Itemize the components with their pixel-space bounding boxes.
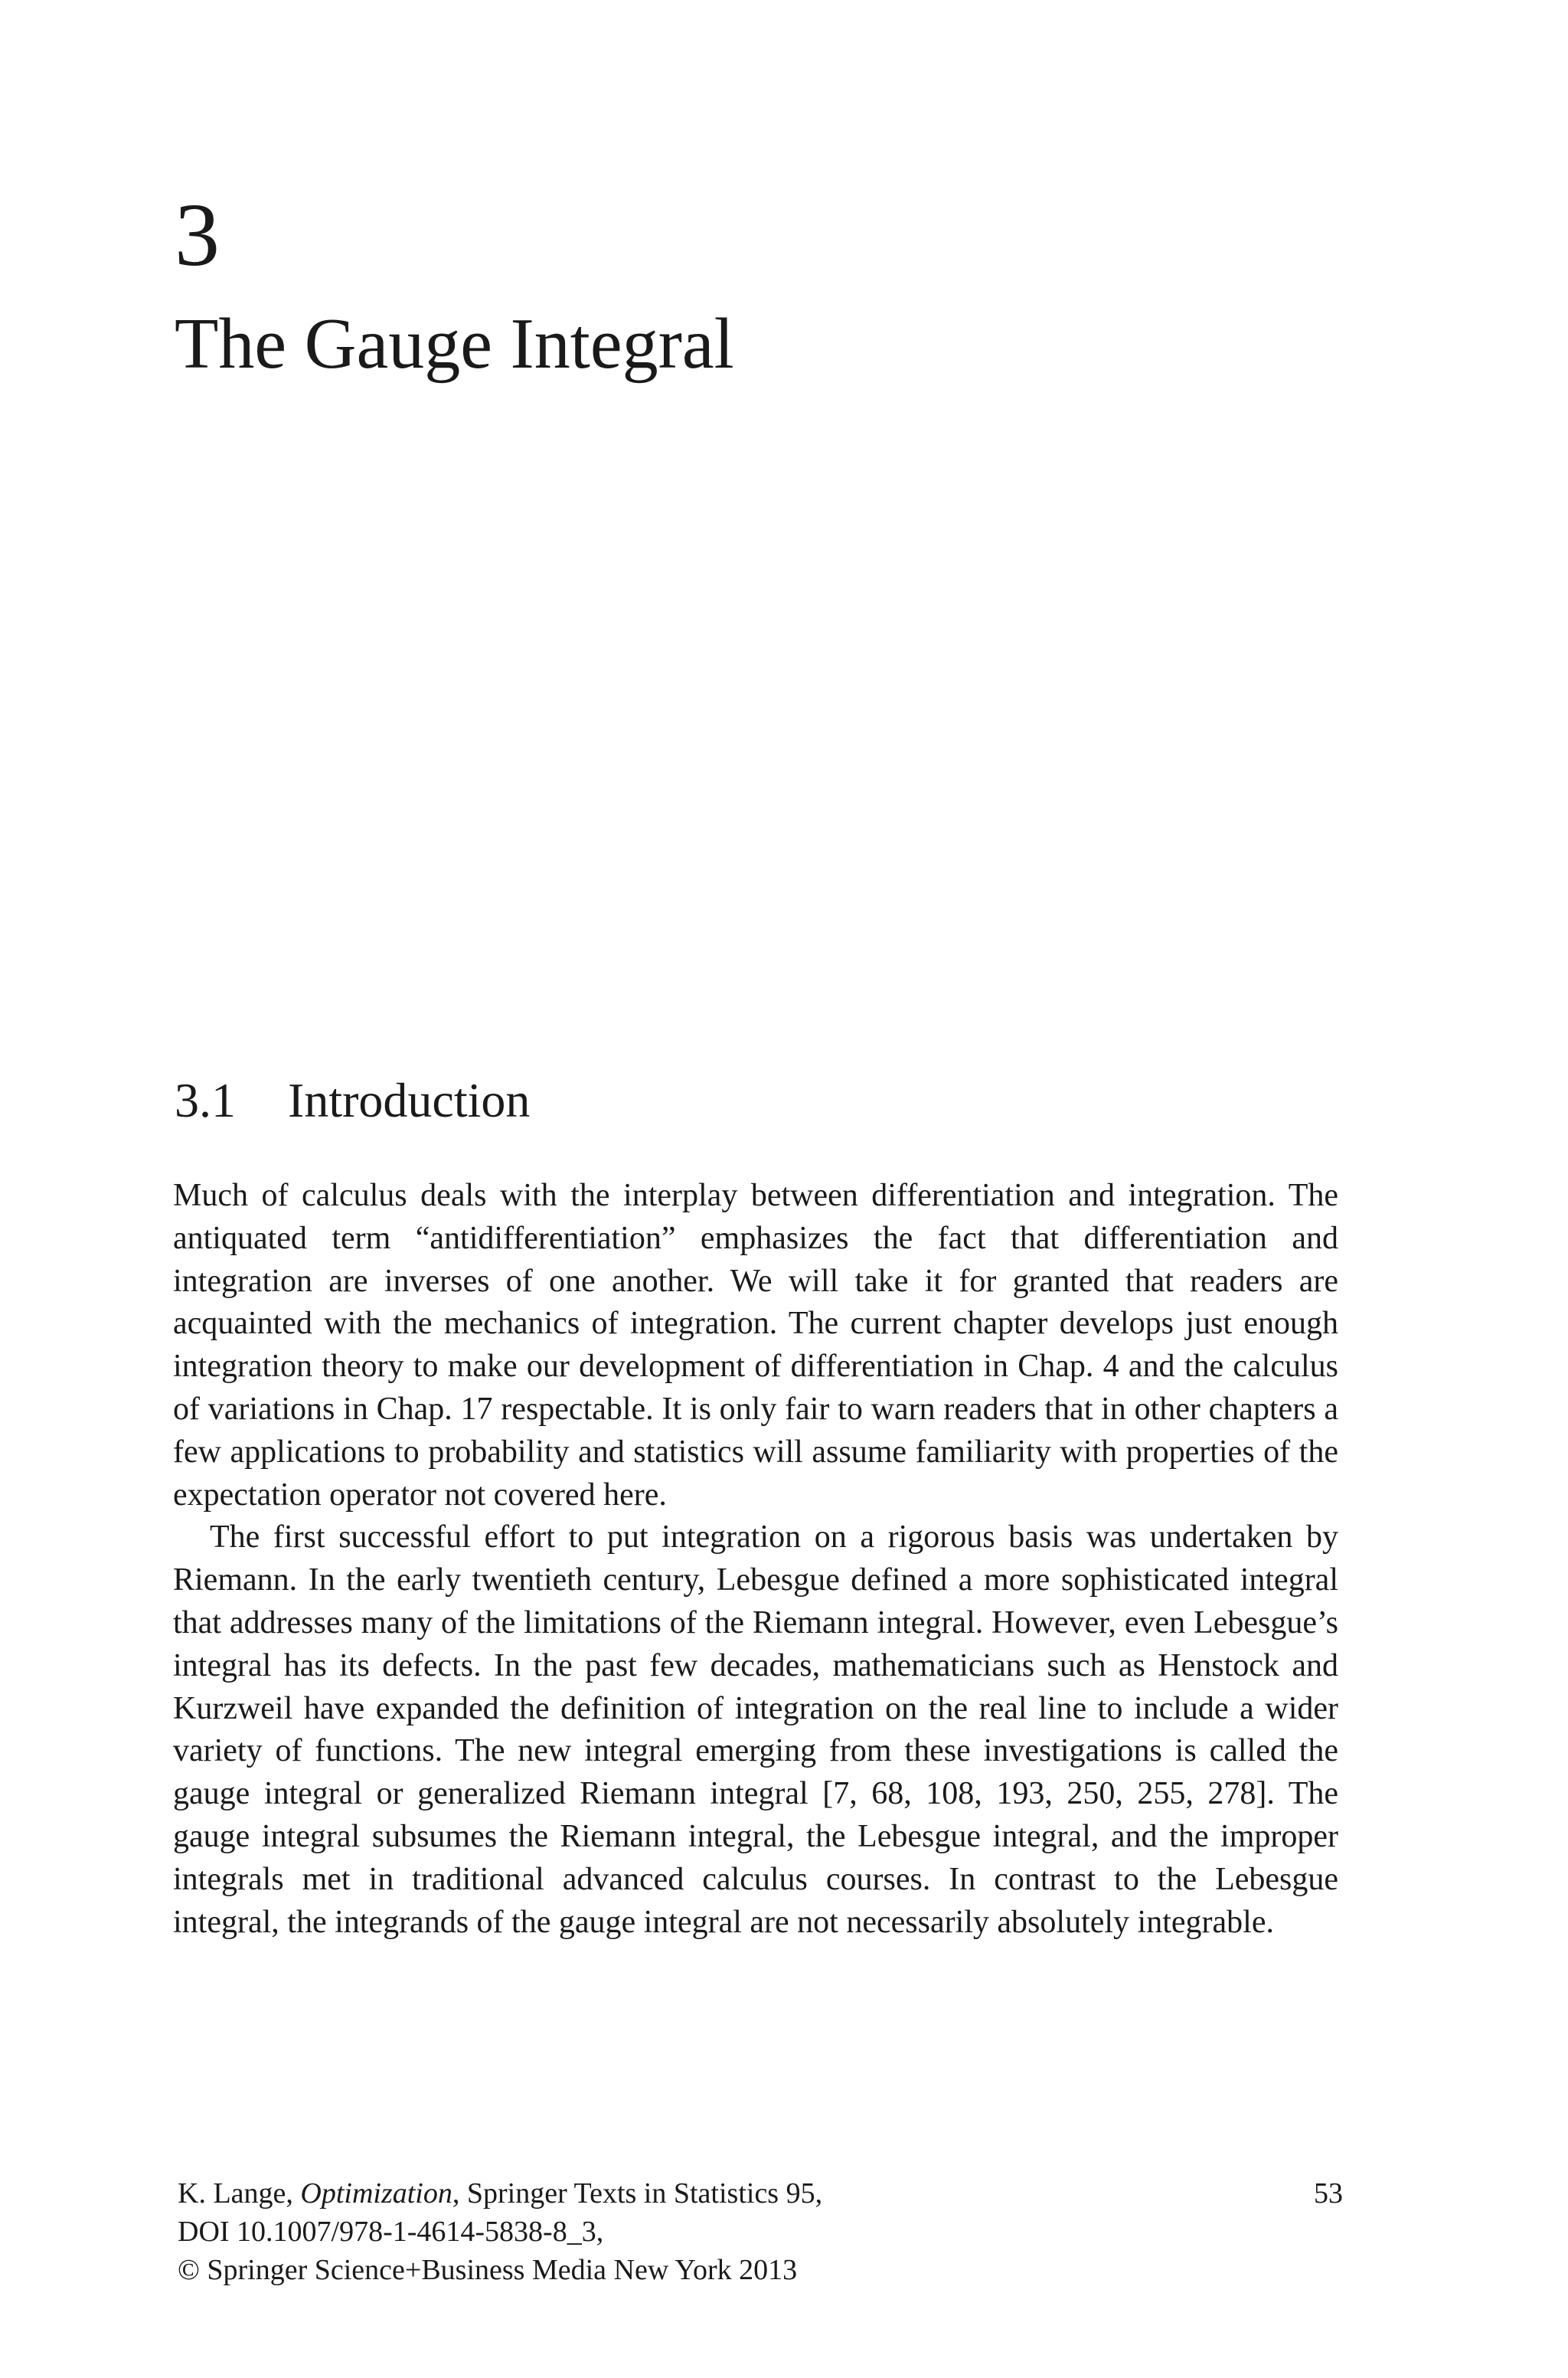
section-heading [175, 1073, 531, 1127]
footer-series: , Springer Texts in Statistics 95, [452, 2177, 823, 2210]
page-number: 53 [1314, 2177, 1343, 2210]
section-title: Introduction [288, 1073, 531, 1127]
page-footer [178, 2174, 1343, 2289]
footer-copyright: © Springer Science+Business Media New York 2013 [178, 2254, 798, 2286]
footer-doi: DOI 10.1007/978-1-4614-5838-8_3, [178, 2216, 604, 2248]
footer-author: K. Lange, [178, 2177, 301, 2210]
footer-book-title: Optimization [300, 2177, 452, 2210]
paragraph: The first successful effort to put integration on a rigorous basis was undertaken by Riemann. In the early twentieth century, Lebesgue defined a more sophisticated integral that addresses many of the limitations of the Riemann integral. However, even Lebesgue’s integral has its defects. In the past few decades, mathematicians such as Henstock and Kurzweil have expanded the definition of integration on the real line to include a wider variety of functions. The new integral emerging from these investigations is called the gauge integral or generalized Riemann integral [7, 68, 108, 193, 250, 255, 278]. The gauge integral subsumes the Riemann integral, the Lebesgue integral, and the improper integrals met in traditional advanced calculus courses. In contrast to the Lebesgue integral, the integrands of the gauge integral are not necessarily absolutely integrable. [173, 1519, 1338, 1940]
chapter-title: The Gauge Integral [175, 304, 734, 384]
paragraph: Much of calculus deals with the interplay between differentiation and integration. The antiquated term “antidifferentiation” emphasizes the fact that differentiation and integration are inverses of one another. We will take it for granted that readers are acquainted with the mechanics of integration. The current chapter develops just enough integration theory to make our development of differentiation in Chap. 4 and the calculus of variations in Chap. 17 respectable. It is only fair to warn readers that in other chapters a few applications to probability and statistics will assume familiarity with properties of the expectation operator not covered here. [173, 1178, 1338, 1513]
body-text [173, 1175, 1338, 1944]
chapter-number: 3 [175, 185, 220, 285]
citation-line [178, 2174, 1343, 2213]
section-number: 3.1 [175, 1073, 236, 1127]
